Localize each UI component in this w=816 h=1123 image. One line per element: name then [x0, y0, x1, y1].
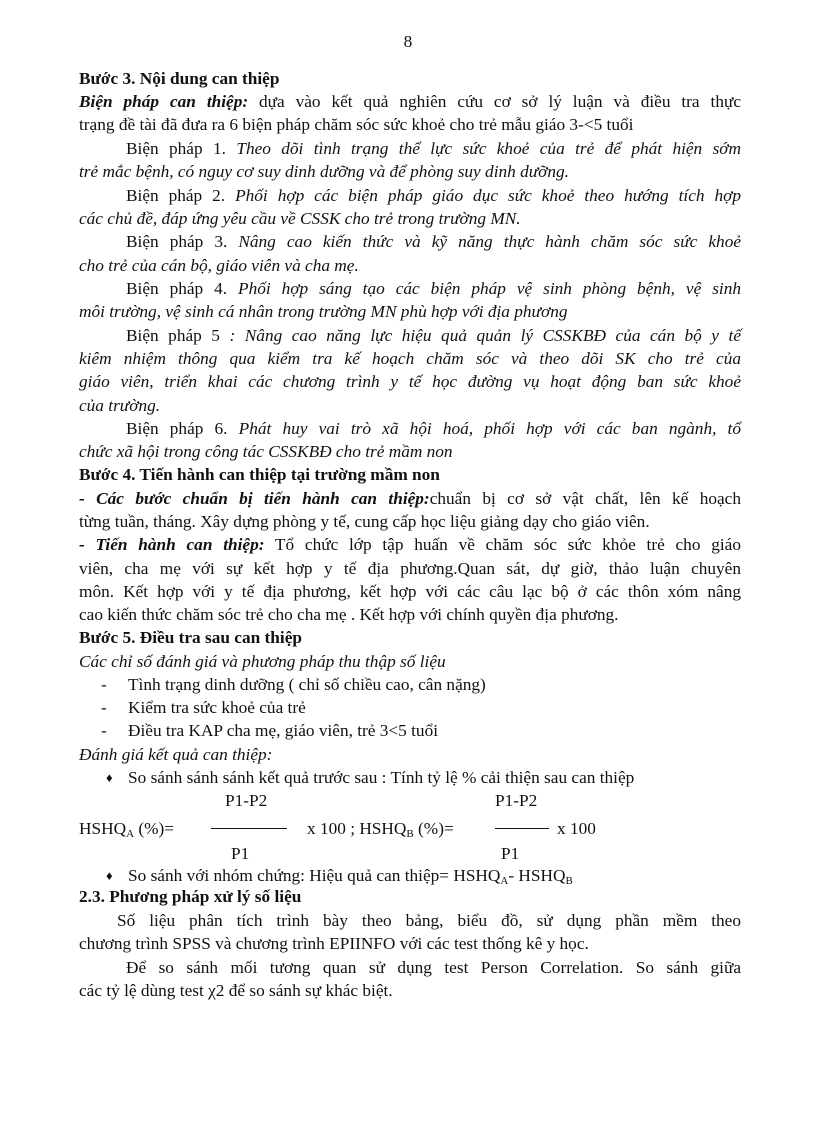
formula-mid: x 100 ; $HSHQ_B$ (%)= — [307, 819, 454, 840]
section-2-3-p2: Để so sánh mối tương quan sử dụng test Person Correlation. So sánh giữa — [126, 958, 741, 977]
measure-4-cont: môi trường, vệ sinh cá nhân trong trường MN phù hợp với địa phương — [79, 302, 568, 321]
formula-b-denominator: P1 — [501, 844, 520, 863]
step3-heading: Bước 3. Nội dung can thiệp — [79, 69, 280, 88]
formula-rhs: x 100 — [557, 819, 596, 838]
formula-a-denominator: P1 — [231, 844, 250, 863]
measure-2-cont: các chủ đề, đáp ứng yêu cầu về CSSK cho trẻ trong trường MN. — [79, 209, 521, 228]
step4-do: - Tiến hành can thiệp: Tổ chức lớp tập huấn về chăm sóc sức khỏe trẻ cho giáo — [79, 535, 741, 554]
step4-heading: Bước 4. Tiến hành can thiệp tại trường mầm non — [79, 465, 440, 484]
step4-do-cont1: viên, cha mẹ với sự kết hợp y tế địa phương.Quan sát, dự giờ, thảo luận chuyên — [79, 559, 741, 578]
measures-intro-line1: Biện pháp can thiệp: dựa vào kết quả nghiên cứu cơ sở lý luận và điều tra thực — [79, 92, 741, 111]
step4-prep-label: - Các bước chuẩn bị tiến hành can thiệp: — [79, 489, 430, 508]
measure-1: Biện pháp 1. Theo dõi tình trạng thể lực sức khoẻ của trẻ để phát hiện sớm — [126, 139, 741, 158]
measure-4: Biện pháp 4. Phối hợp sáng tạo các biện pháp vệ sinh phòng bệnh, vệ sinh — [126, 279, 741, 298]
dash-marker: - — [101, 721, 107, 740]
dash-marker: - — [101, 698, 107, 717]
measure-5-cont1: kiêm nhiệm thông qua kiểm tra kế hoạch chăm sóc và theo dõi SK cho trẻ của — [79, 349, 741, 368]
formula-a-fraction-bar — [211, 828, 287, 829]
measures-intro-label: Biện pháp can thiệp: — [79, 92, 249, 111]
section-2-3-p1-cont: chương trình SPSS và chương trình EPIINFO với các test thống kê y học. — [79, 934, 589, 953]
dash-marker: - — [101, 675, 107, 694]
step4-do-cont3: cao kiến thức chăm sóc trẻ cho cha mẹ . Kết hợp với chính quyền địa phương. — [79, 605, 619, 624]
step4-do-cont2: môn. Kết hợp với y tế địa phương, kết hợp với các câu lạc bộ ở các thôn xóm nâng — [79, 582, 741, 601]
step4-prep-cont: từng tuần, tháng. Xây dựng phòng y tế, cung cấp học liệu giảng dạy cho giáo viên. — [79, 512, 650, 531]
measure-3-cont: cho trẻ của cán bộ, giáo viên và cha mẹ. — [79, 256, 359, 275]
diamond-bullet-icon: ♦ — [106, 770, 113, 785]
measure-5-cont3: của trường. — [79, 396, 161, 415]
step5-heading: Bước 5. Điều tra sau can thiệp — [79, 628, 302, 647]
measure-3: Biện pháp 3. Nâng cao kiến thức và kỹ năng thực hành chăm sóc sức khoẻ — [126, 232, 741, 251]
measure-2: Biện pháp 2. Phối hợp các biện pháp giáo dục sức khoẻ theo hướng tích hợp — [126, 186, 741, 205]
measure-5-cont2: giáo viên, triển khai các chương trình y tế học đường vụ hoạt động ban sức khoẻ — [79, 372, 741, 391]
measure-6-cont: chức xã hội trong công tác CSSKBĐ cho trẻ mầm non — [79, 442, 453, 461]
section-2-3-p2-cont: các tỷ lệ dùng test χ2 để so sánh sự khác biệt. — [79, 981, 393, 1000]
step4-do-label: - Tiến hành can thiệp: — [79, 535, 265, 554]
formula-b-numerator: P1-P2 — [495, 791, 538, 810]
measure-6: Biện pháp 6. Phát huy vai trò xã hội hoá, phối hợp với các ban ngành, tổ — [126, 419, 741, 438]
section-2-3-p1: Số liệu phân tích trình bày theo bảng, biểu đồ, sử dụng phần mềm theo — [117, 911, 741, 930]
measures-intro-line2: trạng đề tài đã đưa ra 6 biện pháp chăm sóc sức khoẻ cho trẻ mẫu giáo 3-<5 tuổi — [79, 115, 634, 134]
evaluation-heading: Đánh giá kết quả can thiệp: — [79, 745, 273, 764]
measure-5: Biện pháp 5 : Nâng cao năng lực hiệu quả quản lý CSSKBĐ của cán bộ y tế — [126, 326, 741, 345]
measure-1-cont: trẻ mắc bệnh, có nguy cơ suy dinh dưỡng và để phòng suy dinh dưỡng. — [79, 162, 569, 181]
formula-b-fraction-bar — [495, 828, 549, 829]
indicators-heading: Các chỉ số đánh giá và phương pháp thu thập số liệu — [79, 652, 446, 671]
page-number: 8 — [403, 32, 413, 51]
formula-lhs-a: $HSHQ_A$ (%)= — [79, 819, 174, 840]
section-2-3-heading: 2.3. Phương pháp xử lý số liệu — [79, 887, 302, 906]
diamond-bullet-icon: ♦ — [106, 868, 113, 883]
formula-a-numerator: P1-P2 — [225, 791, 268, 810]
step4-prep: - Các bước chuẩn bị tiến hành can thiệp:chuẩn bị cơ sở vật chất, lên kế hoạch — [79, 489, 741, 508]
